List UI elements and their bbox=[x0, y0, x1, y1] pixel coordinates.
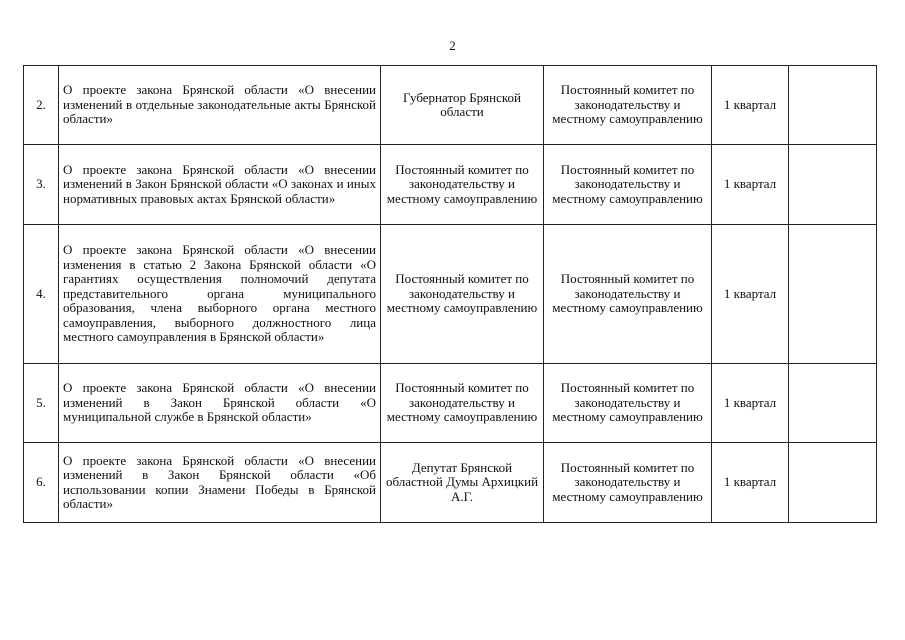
responsible-committee: Постоянный комитет по законодательству и местному самоуправлению bbox=[544, 66, 712, 145]
bill-title: О проекте закона Брянской области «О внесении изменений в отдельные законодательные акты Брянской области» bbox=[59, 66, 381, 145]
initiator: Постоянный комитет по законодательству и местному самоуправлению bbox=[381, 364, 544, 443]
responsible-committee: Постоянный комитет по законодательству и местному самоуправлению bbox=[544, 145, 712, 225]
initiator: Постоянный комитет по законодательству и местному самоуправлению bbox=[381, 145, 544, 225]
row-number: 4. bbox=[24, 225, 59, 364]
table-row bbox=[24, 443, 877, 523]
initiator: Губернатор Брянской области bbox=[381, 66, 544, 145]
term: 1 квартал bbox=[712, 364, 789, 443]
bill-title: О проекте закона Брянской области «О внесении изменения в статью 2 Закона Брянской области «О гарантиях осуществления полномочий депутата представительного органа муниципального образования, члена выборного органа местного самоуправления, выборного должностного лица местного самоуправления в Брянской области» bbox=[59, 225, 381, 364]
table-row bbox=[24, 364, 877, 443]
note-cell bbox=[789, 145, 877, 225]
term: 1 квартал bbox=[712, 225, 789, 364]
note-cell bbox=[789, 443, 877, 523]
row-number: 5. bbox=[24, 364, 59, 443]
term: 1 квартал bbox=[712, 443, 789, 523]
responsible-committee: Постоянный комитет по законодательству и местному самоуправлению bbox=[544, 443, 712, 523]
table-row bbox=[24, 225, 877, 364]
initiator: Постоянный комитет по законодательству и местному самоуправлению bbox=[381, 225, 544, 364]
term: 1 квартал bbox=[712, 145, 789, 225]
page-number: 2 bbox=[449, 38, 456, 53]
row-number: 6. bbox=[24, 443, 59, 523]
row-number: 3. bbox=[24, 145, 59, 225]
note-cell bbox=[789, 364, 877, 443]
note-cell bbox=[789, 66, 877, 145]
legislative-plan-table bbox=[23, 65, 877, 523]
initiator: Депутат Брянской областной Думы Архицкий А.Г. bbox=[381, 443, 544, 523]
note-cell bbox=[789, 225, 877, 364]
responsible-committee: Постоянный комитет по законодательству и местному самоуправлению bbox=[544, 364, 712, 443]
bill-title: О проекте закона Брянской области «О внесении изменений в Закон Брянской области «Об использовании копии Знамени Победы в Брянской области» bbox=[59, 443, 381, 523]
row-number: 2. bbox=[24, 66, 59, 145]
table-row bbox=[24, 145, 877, 225]
table-row bbox=[24, 66, 877, 145]
term: 1 квартал bbox=[712, 66, 789, 145]
responsible-committee: Постоянный комитет по законодательству и местному самоуправлению bbox=[544, 225, 712, 364]
bill-title: О проекте закона Брянской области «О внесении изменений в Закон Брянской области «О законах и иных нормативных правовых актах Брянской области» bbox=[59, 145, 381, 225]
bill-title: О проекте закона Брянской области «О внесении изменений в Закон Брянской области «О муниципальной службе в Брянской области» bbox=[59, 364, 381, 443]
